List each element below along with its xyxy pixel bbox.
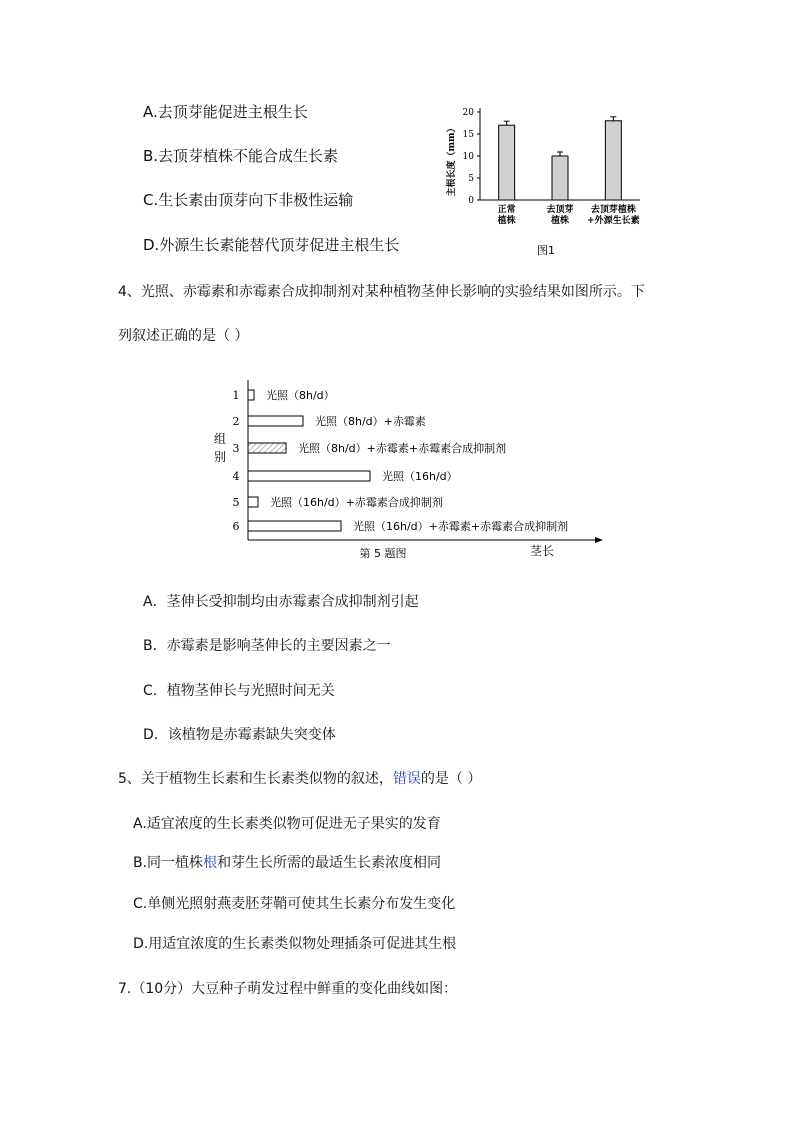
fig1-bar: [552, 156, 568, 200]
fig5-group-number: 4: [232, 470, 240, 483]
q4-stem-line-1: 4、光照、赤霉素和赤霉素合成抑制剂对某种植物茎伸长影响的实验结果如图所示。下: [118, 284, 645, 300]
q4-option-d: D．该植物是赤霉素缺失突变体: [143, 727, 336, 743]
q5-option-d: D.用适宜浓度的生长素类似物处理插条可促进其生根: [133, 936, 457, 952]
q5-option-b-pre: B.同一植株: [133, 855, 204, 871]
fig1-bar: [605, 121, 621, 200]
fig5-bars: [233, 388, 569, 533]
fig1-tick-labels: [463, 108, 475, 206]
q5-stem: [118, 770, 481, 788]
fig1-y-tick-label: 15: [462, 130, 474, 140]
q4-option-c: C．植物茎伸长与光照时间无关: [143, 683, 335, 699]
q4-option-b: B．赤霉素是影响茎伸长的主要因素之一: [143, 638, 391, 654]
fig5-bar: [248, 443, 286, 453]
fig5-group-number: 6: [232, 520, 240, 533]
q3-option-d: D.外源生长素能替代顶芽促进主根生长: [143, 236, 400, 254]
fig1-category-label: 去顶芽植株: [590, 205, 636, 215]
fig5-bar-label: 光照（16h/d）: [382, 470, 458, 483]
q5-option-b: [133, 854, 441, 872]
q3-option-a: A.去顶芽能促进主根生长: [143, 103, 308, 121]
fig1-y-tick-label: 10: [462, 152, 474, 162]
fig5-x-axis-arrow: [595, 537, 603, 543]
q5-stem-highlight: 错误: [392, 771, 421, 787]
q3-option-c: C.生长素由顶芽向下非极性运输: [143, 191, 354, 209]
fig5-axes: [248, 380, 603, 543]
q5-stem-suffix: 的是（ ）: [420, 771, 482, 787]
fig5-bar: [248, 390, 254, 400]
fig1-y-tick-label: 0: [468, 196, 474, 206]
q4-stem-line-2: 列叙述正确的是（ ）: [118, 328, 249, 344]
fig1-category-label: 去顶芽: [546, 205, 574, 215]
fig5-group-number: 2: [232, 415, 240, 428]
q5-option-c: C.单侧光照射燕麦胚芽鞘可使其生长素分布发生变化: [133, 896, 456, 912]
fig5-caption: 第 5 题图: [359, 547, 407, 560]
fig1-category-labels: [498, 203, 640, 226]
fig5-group-number: 5: [232, 496, 240, 509]
fig5-bar-label: 光照（16h/d）+赤霉素+赤霉素合成抑制剂: [353, 520, 569, 533]
fig5-bar: [248, 416, 303, 426]
fig5-bar-label: 光照（8h/d）+赤霉素+赤霉素合成抑制剂: [298, 442, 507, 455]
q3-option-b: B.去顶芽植株不能合成生长素: [143, 147, 339, 165]
q5-stem-prefix: 5、关于植物生长素和生长素类似物的叙述，: [118, 771, 393, 787]
fig5-bar: [248, 471, 370, 481]
fig1-y-axis-label: 主根长度（mm）: [447, 123, 457, 197]
q5-option-a: A.适宜浓度的生长素类似物可促进无子果实的发育: [133, 816, 441, 832]
q5-option-b-post: 和芽生长所需的最适生长素浓度相同: [217, 855, 442, 871]
fig5-bar-label: 光照（8h/d）+赤霉素: [315, 415, 426, 428]
fig1-bars: [499, 117, 622, 200]
fig5-group-number: 3: [232, 442, 240, 455]
q7-stem: 7.（10分）大豆种子萌发过程中鲜重的变化曲线如图：: [118, 981, 458, 997]
fig5-bar-label: 光照（16h/d）+赤霉素合成抑制剂: [270, 496, 443, 509]
fig5-x-label: 茎长: [530, 544, 555, 558]
fig5-y-label-1: 组: [214, 432, 227, 446]
fig5-bar: [248, 497, 258, 507]
fig1-caption: 图1: [537, 244, 555, 257]
figure-1-bar-chart: [440, 100, 670, 260]
fig5-bar: [248, 521, 341, 531]
fig1-category-label: +外源生长素: [587, 216, 640, 226]
fig5-group-number: 1: [232, 389, 240, 402]
q4-option-a: A．茎伸长受抑制均由赤霉素合成抑制剂引起: [143, 594, 419, 610]
stem-length-figure: [200, 375, 610, 565]
fig5-y-label-2: 别: [214, 450, 227, 464]
fig1-y-tick-label: 20: [462, 108, 474, 118]
fig1-bar: [499, 125, 515, 200]
fig1-category-label: 植株: [497, 216, 516, 226]
fig1-category-label: 正常: [497, 205, 516, 215]
fig5-bar-label: 光照（8h/d）: [266, 389, 335, 402]
fig1-y-tick-label: 5: [468, 174, 474, 184]
fig1-category-label: 植株: [550, 216, 570, 226]
q5-option-b-highlight: 根: [203, 855, 218, 871]
